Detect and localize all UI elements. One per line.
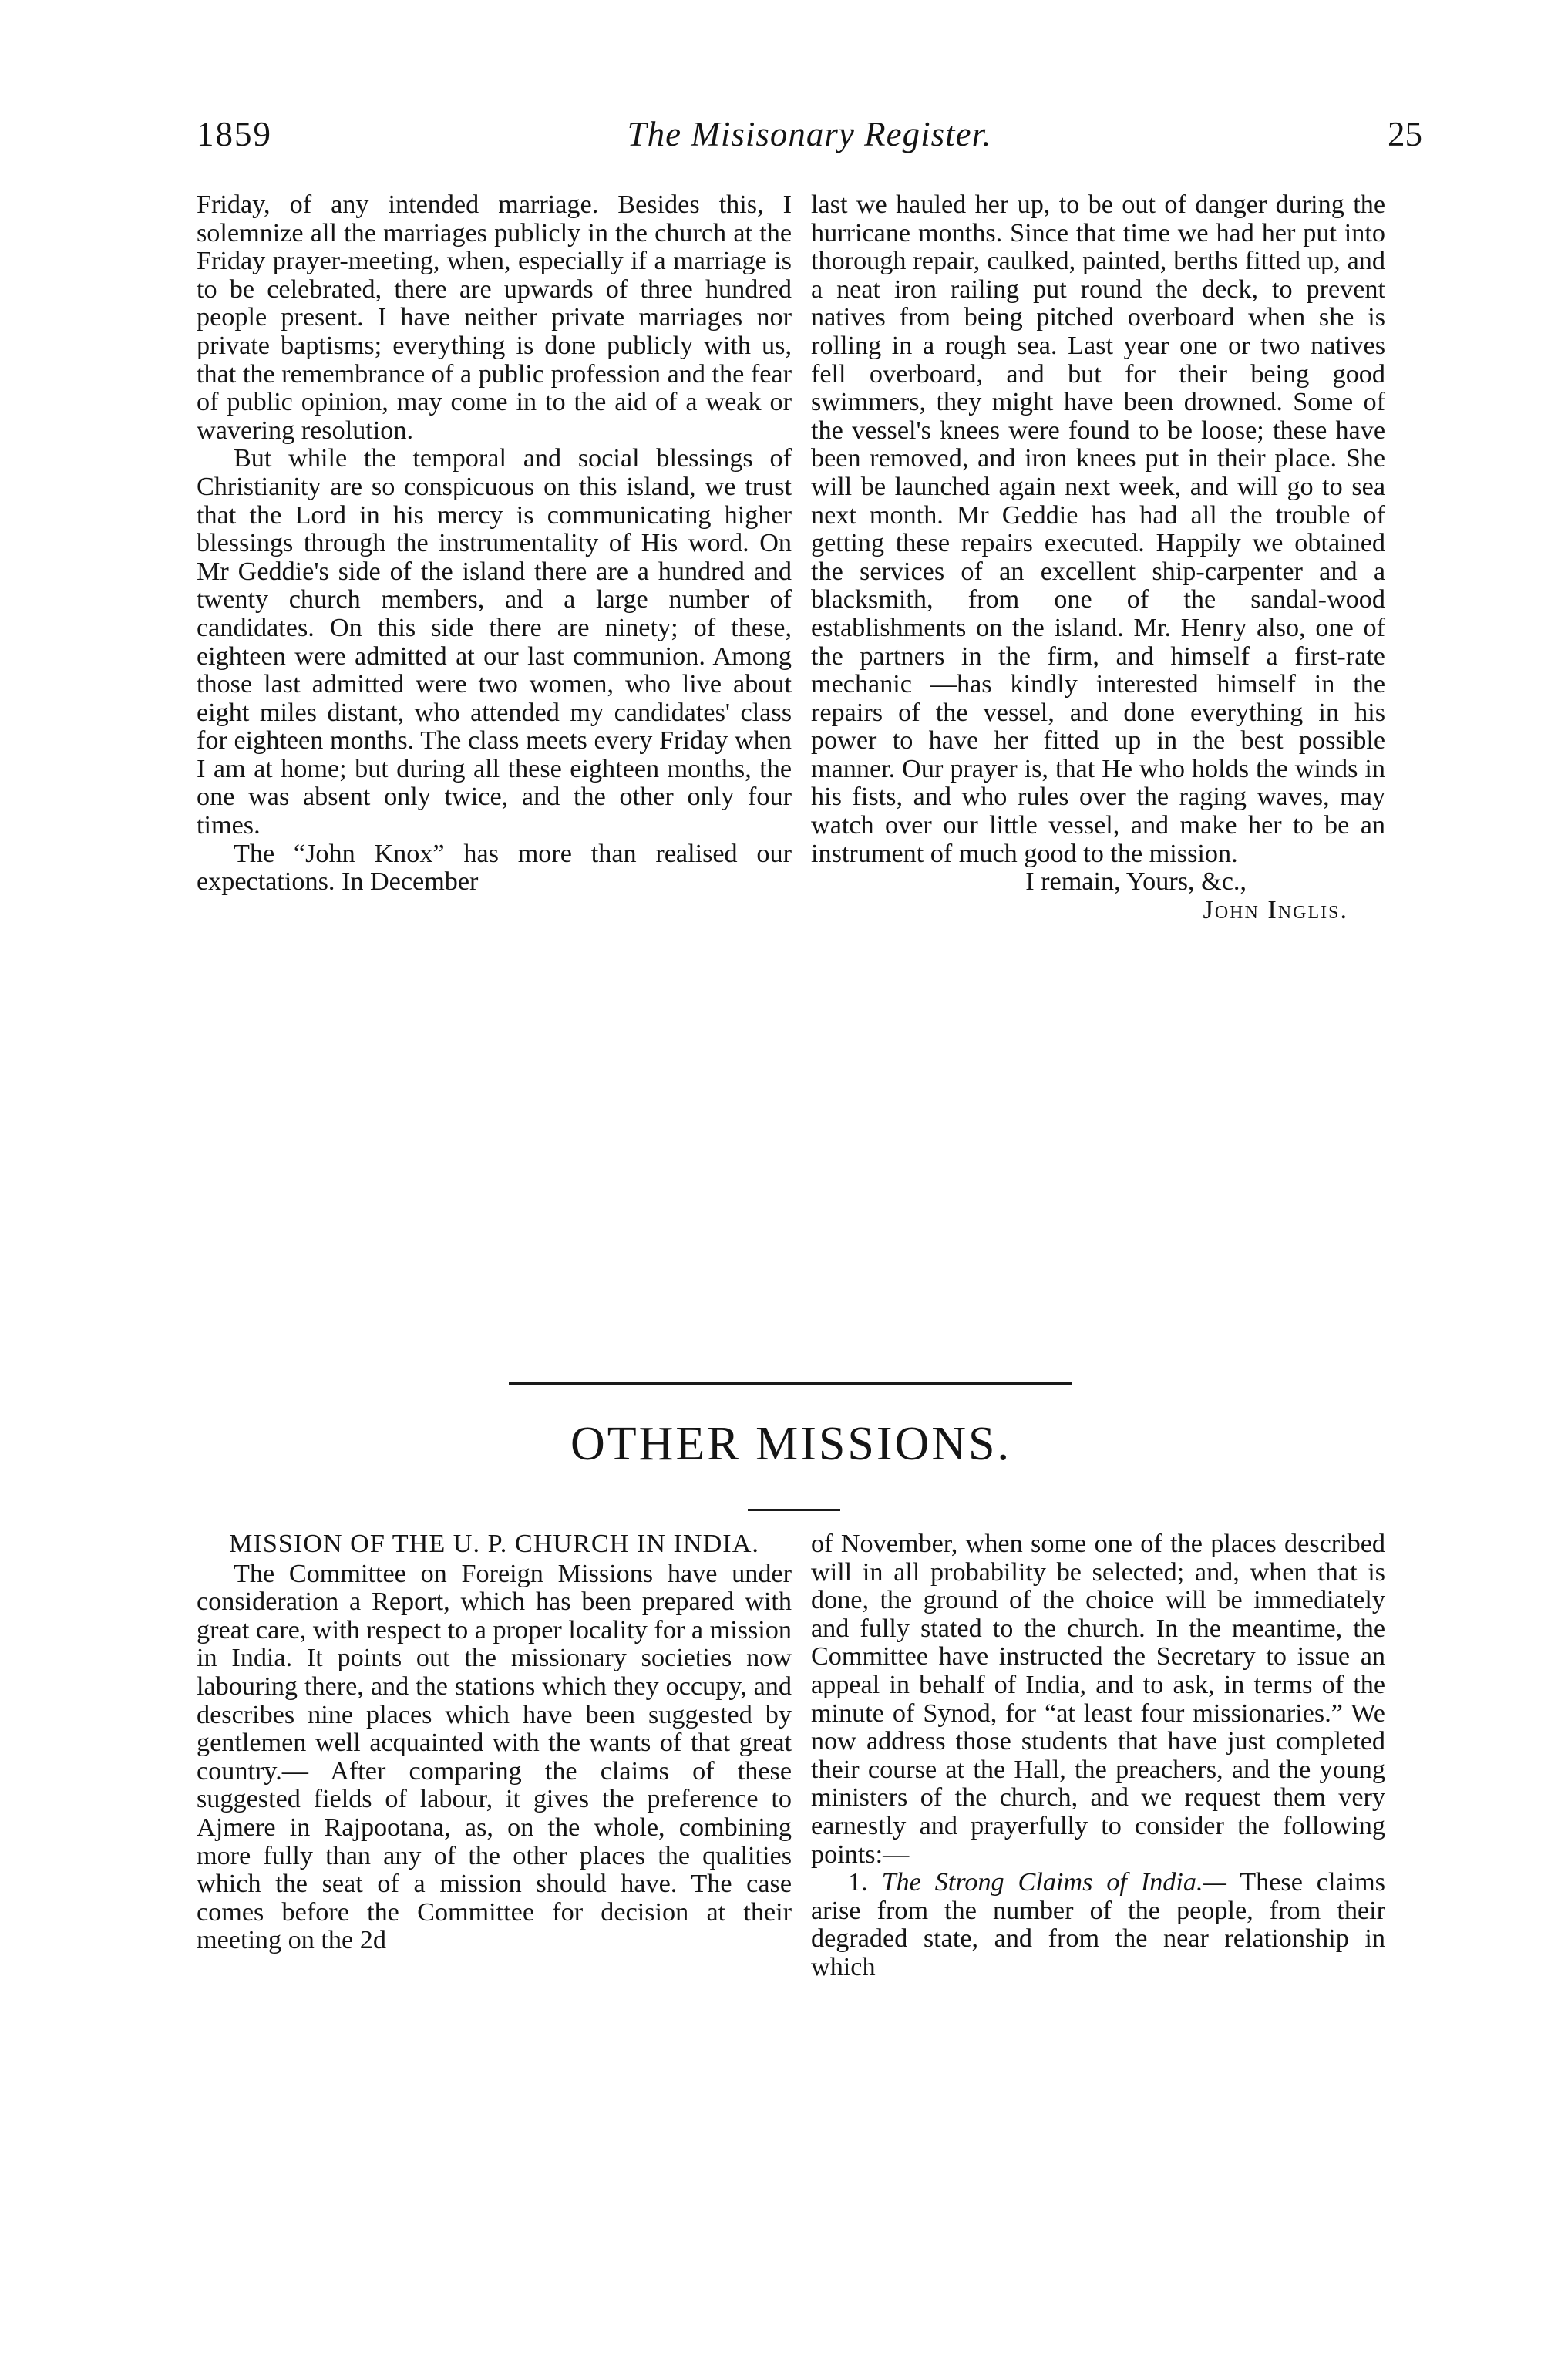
- text-column-left-lower: [197, 1530, 792, 1955]
- text-column-left-upper: [197, 191, 792, 897]
- paragraph: Friday, of any intended marriage. Besides this, I solemnize all the marriages publicly in the church at the Friday prayer-meeting, when, especially if a marriage is to be celebrated, there are upwards of three hundred people present. I have neither private marriages nor private baptisms; everything is done publicly with us, that the remembrance of a public profession and the fear of public opinion, may come in to the aid of a weak or wavering resolution.: [197, 190, 792, 445]
- numbered-paragraph: [811, 1869, 1385, 1981]
- header-title: The Misisonary Register.: [627, 115, 992, 153]
- letter-closing: I remain, Yours, &c.,: [1025, 867, 1247, 897]
- point-text: These claims arise from the number of the people, from their degraded state, and from the near relationship in which: [811, 1868, 1386, 1981]
- text-column-right-upper: [811, 191, 1385, 924]
- point-heading: The Strong Claims of India.—: [881, 1868, 1226, 1897]
- paragraph: But while the temporal and social blessings of Christianity are so conspicuous on this island, we trust that the Lord in his mercy is communicating higher blessings through the instrumentality of His word. On Mr Geddie's side of the island there are a hundred and twenty church members, and a large number of candidates. On this side there are ninety; of these, eighteen were admitted at our last communion. Among those last admitted were two women, who live about eight miles distant, who attended my candidates' class for eighteen months. The class meets every Friday when I am at home; but during all these eighteen months, the one was absent only twice, and the other only four times.: [197, 444, 792, 840]
- section-divider-top: [509, 1382, 1072, 1385]
- paragraph: of November, when some one of the places described will in all probability be selected; and, when that is done, the ground of the choice will be immediately and fully stated to the church. In the meantime, the Committee have instructed the Secretary to issue an appeal in behalf of India, and to ask, in terms of the minute of Synod, for “at least four missionaries.” We now address those students that have just completed their course at the Hall, the preachers, and the young ministers of the church, and we request them very earnestly and prayerfully to consider the following points:—: [811, 1530, 1385, 1869]
- header-page-number: 25: [1388, 115, 1422, 153]
- section-divider-bottom: [748, 1509, 840, 1511]
- section-title: OTHER MISSIONS.: [570, 1418, 1012, 1470]
- paragraph: last we hauled her up, to be out of danger during the hurricane months. Since that time we had her put into thorough repair, caulked, painted, berths fitted up, and a neat iron railing put round the deck, to prevent natives from being pitched overboard when she is rolling in a rough sea. Last year one or two natives fell overboard, and but for their being good swimmers, they might have been drowned. Some of the vessel's knees were found to be loose; these have been removed, and iron knees put in their place. She will be launched again next week, and will go to sea next month. Mr Geddie has had all the trouble of getting these repairs executed. Happily we obtained the services of an excellent ship-carpenter and a blacksmith, from one of the sandal-wood establishments on the island. Mr. Henry also, one of the partners in the firm, and himself a first-rate mechanic —has kindly interested himself in the repairs of the vessel, and done everything in his power to have her fitted up in the best possible manner. Our prayer is, that He who holds the winds in his fists, and who rules over the raging waves, may watch over our little vessel, and make her to be an instrument of much good to the mission.: [811, 190, 1385, 868]
- article-heading: MISSION OF THE U. P. CHURCH IN INDIA.: [229, 1530, 759, 1558]
- page-header: [197, 108, 1422, 162]
- text-column-right-lower: [811, 1530, 1385, 1982]
- paragraph: The Committee on Foreign Missions have under consideration a Report, which has been prepared with great care, with respect to a proper locality for a mission in India. It points out the missionary societies now labouring there, and the stations which they occupy, and describes nine places which have been suggested by gentlemen well acquainted with the wants of that great country.— After comparing the claims of these suggested fields of labour, it gives the preference to Ajmere in Rajpootana, as, on the whole, combining more fully than any of the other places the qualities which the seat of a mission should have. The case comes before the Committee for decision at their meeting on the 2d: [197, 1559, 792, 1955]
- letter-signature: John Inglis.: [1203, 895, 1348, 924]
- point-number: 1.: [848, 1868, 868, 1897]
- paragraph: The “John Knox” has more than realised our expectations. In December: [197, 839, 792, 897]
- header-year: 1859: [197, 115, 272, 153]
